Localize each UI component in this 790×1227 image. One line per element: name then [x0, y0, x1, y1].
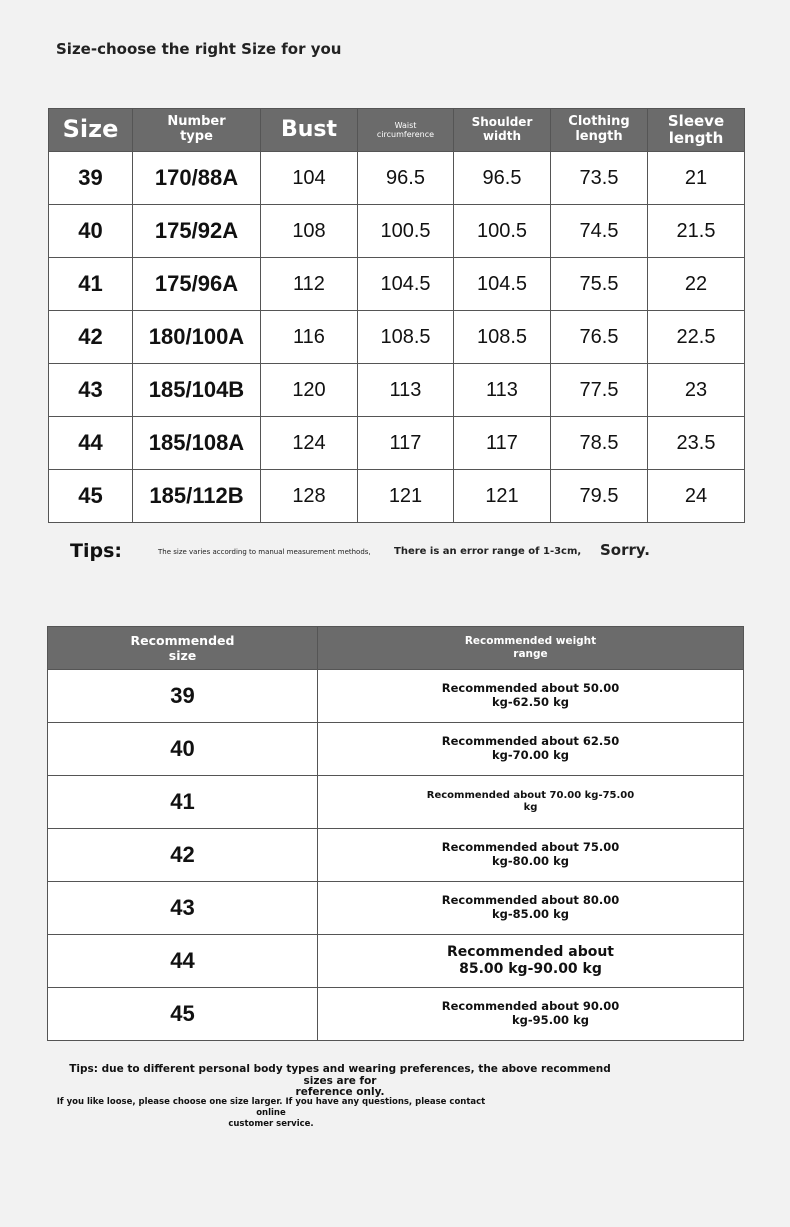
header-recommended-size: Recommended size — [48, 627, 318, 670]
recommended-size-cell: 42 — [48, 829, 318, 882]
header-shoulder: Shoulder width — [454, 109, 551, 152]
recommended-size-cell: 40 — [48, 723, 318, 776]
sleeve-length-cell: 21 — [648, 152, 745, 205]
size-chart-header-row — [49, 109, 745, 152]
number-type-cell: 180/100A — [133, 311, 261, 364]
page-title: Size-choose the right Size for you — [56, 40, 342, 58]
sleeve-length-cell: 22.5 — [648, 311, 745, 364]
size-cell: 42 — [49, 311, 133, 364]
sleeve-length-cell: 21.5 — [648, 205, 745, 258]
waist-cell: 100.5 — [358, 205, 454, 258]
table-row — [48, 723, 744, 776]
header-sleeve-length: Sleeve length — [648, 109, 745, 152]
number-type-cell: 185/112B — [133, 470, 261, 523]
size-chart-table — [48, 108, 745, 523]
table-row — [49, 417, 745, 470]
bust-cell: 116 — [261, 311, 358, 364]
recommended-size-cell: 41 — [48, 776, 318, 829]
weight-recommendation-table — [47, 626, 744, 1041]
table-row — [49, 311, 745, 364]
table-row — [49, 258, 745, 311]
header-waist: Waist circumference — [358, 109, 454, 152]
weight-range-cell: Recommended about 70.00 kg-75.00 kg — [318, 776, 744, 829]
weight-range-cell: Recommended about 75.00 kg-80.00 kg — [318, 829, 744, 882]
bust-cell: 104 — [261, 152, 358, 205]
size-cell: 41 — [49, 258, 133, 311]
clothing-length-cell: 75.5 — [551, 258, 648, 311]
clothing-length-cell: 77.5 — [551, 364, 648, 417]
number-type-cell: 175/92A — [133, 205, 261, 258]
header-clothing-length: Clothing length — [551, 109, 648, 152]
number-type-cell: 185/108A — [133, 417, 261, 470]
bust-cell: 112 — [261, 258, 358, 311]
sleeve-length-cell: 23 — [648, 364, 745, 417]
shoulder-cell: 121 — [454, 470, 551, 523]
bust-cell: 124 — [261, 417, 358, 470]
shoulder-cell: 117 — [454, 417, 551, 470]
weight-header-row — [48, 627, 744, 670]
shoulder-cell: 96.5 — [454, 152, 551, 205]
size-cell: 39 — [49, 152, 133, 205]
size-cell: 45 — [49, 470, 133, 523]
weight-range-cell: Recommended about 80.00 kg-85.00 kg — [318, 882, 744, 935]
shoulder-cell: 104.5 — [454, 258, 551, 311]
shoulder-cell: 113 — [454, 364, 551, 417]
tips-measurement-note: The size varies according to manual measurement methods, — [158, 548, 371, 556]
number-type-cell: 185/104B — [133, 364, 261, 417]
header-recommended-weight: Recommended weight range — [318, 627, 744, 670]
recommended-size-cell: 39 — [48, 670, 318, 723]
header-bust: Bust — [261, 109, 358, 152]
table-row — [48, 776, 744, 829]
recommended-size-cell: 43 — [48, 882, 318, 935]
table-row — [48, 988, 744, 1041]
table-row — [49, 205, 745, 258]
table-row — [49, 470, 745, 523]
waist-cell: 117 — [358, 417, 454, 470]
table-row — [49, 364, 745, 417]
size-cell: 44 — [49, 417, 133, 470]
weight-range-cell: Recommended about 85.00 kg-90.00 kg — [318, 935, 744, 988]
weight-range-cell: Recommended about 62.50 kg-70.00 kg — [318, 723, 744, 776]
clothing-length-cell: 73.5 — [551, 152, 648, 205]
table-row — [49, 152, 745, 205]
shoulder-cell: 100.5 — [454, 205, 551, 258]
shoulder-cell: 108.5 — [454, 311, 551, 364]
clothing-length-cell: 74.5 — [551, 205, 648, 258]
waist-cell: 113 — [358, 364, 454, 417]
header-size: Size — [49, 109, 133, 152]
sleeve-length-cell: 23.5 — [648, 417, 745, 470]
tips-row — [48, 536, 744, 564]
waist-cell: 96.5 — [358, 152, 454, 205]
number-type-cell: 170/88A — [133, 152, 261, 205]
tips-error-range-note: There is an error range of 1-3cm, — [394, 546, 582, 557]
tips-label: Tips: — [70, 540, 122, 562]
clothing-length-cell: 79.5 — [551, 470, 648, 523]
size-cell: 40 — [49, 205, 133, 258]
size-cell: 43 — [49, 364, 133, 417]
sleeve-length-cell: 24 — [648, 470, 745, 523]
table-row — [48, 882, 744, 935]
tips-sorry-note: Sorry. — [600, 541, 651, 559]
clothing-length-cell: 76.5 — [551, 311, 648, 364]
waist-cell: 104.5 — [358, 258, 454, 311]
clothing-length-cell: 78.5 — [551, 417, 648, 470]
weight-range-cell: Recommended about 50.00 kg-62.50 kg — [318, 670, 744, 723]
sleeve-length-cell: 22 — [648, 258, 745, 311]
bust-cell: 128 — [261, 470, 358, 523]
recommendation-disclaimer: Tips: due to different personal body types and wearing preferences, the above recommend sizes are for reference only. — [69, 1063, 611, 1099]
bust-cell: 108 — [261, 205, 358, 258]
bust-cell: 120 — [261, 364, 358, 417]
waist-cell: 108.5 — [358, 311, 454, 364]
table-row — [48, 670, 744, 723]
table-row — [48, 829, 744, 882]
header-number-type: Number type — [133, 109, 261, 152]
recommended-size-cell: 44 — [48, 935, 318, 988]
number-type-cell: 175/96A — [133, 258, 261, 311]
recommended-size-cell: 45 — [48, 988, 318, 1041]
weight-range-cell: Recommended about 90.00 kg-95.00 kg — [318, 988, 744, 1041]
table-row — [48, 935, 744, 988]
waist-cell: 121 — [358, 470, 454, 523]
customer-service-note: If you like loose, please choose one size larger. If you have any questions, please contact online customer service. — [56, 1097, 486, 1130]
